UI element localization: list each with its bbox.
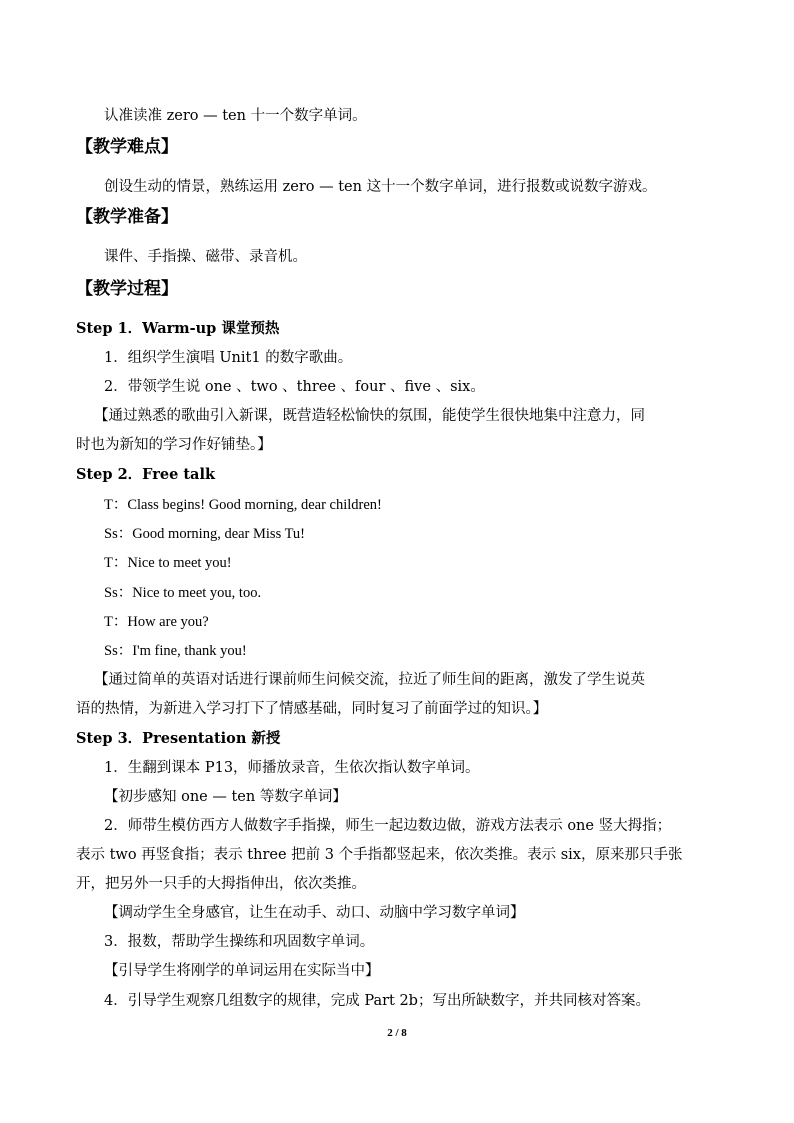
heading-teaching-process: 【教学过程】	[76, 279, 178, 299]
step3-item2-line2: 表示 two 再竖食指；表示 three 把前 3 个手指都竖起来，依次类推。表示 six，原来那只手张	[76, 847, 683, 863]
preparation-text: 课件、手指操、磁带、录音机。	[104, 249, 307, 265]
dialogue-line-5: T：How are you?	[104, 614, 209, 630]
dialogue-line-1: T：Class begins! Good morning, dear children!	[104, 497, 382, 513]
dialogue-line-2: Ss：Good morning, dear Miss Tu!	[104, 526, 306, 542]
step3-item4: 4．引导学生观察几组数字的规律，完成 Part 2b；写出所缺数字，并共同核对答案。	[104, 993, 650, 1009]
objective-line: 认准读准 zero — ten 十一个数字单词。	[104, 108, 367, 124]
step2-note-line1: 【通过简单的英语对话进行课前师生问候交流，拉近了师生间的距离，激发了学生说英	[94, 672, 645, 688]
step1-note-line1: 【通过熟悉的歌曲引入新课，既营造轻松愉快的氛围，能使学生很快地集中注意力，同	[94, 408, 645, 424]
step1-item2: 2．带领学生说 one 、two 、three 、four 、five 、six。	[104, 379, 485, 395]
step2-note-line2: 语的热情，为新进入学习打下了情感基础，同时复习了前面学过的知识。】	[76, 701, 548, 717]
step2-heading: Step 2．Free talk	[76, 466, 215, 483]
step3-item2-line1: 2．师带生模仿西方人做数字手指操，师生一起边数边做，游戏方法表示 one 竖大拇指；	[104, 818, 672, 834]
step1-heading: Step 1．Warm-up 课堂预热	[76, 320, 280, 337]
dialogue-line-3: T：Nice to meet you!	[104, 555, 232, 571]
step3-item1: 1．生翻到课本 P13，师播放录音，生依次指认数字单词。	[104, 760, 480, 776]
dialogue-line-6: Ss：I'm fine, thank you!	[104, 643, 247, 659]
step1-item1: 1．组织学生演唱 Unit1 的数字歌曲。	[104, 350, 353, 366]
step3-item3-note: 【引导学生将刚学的单词运用在实际当中】	[104, 963, 380, 979]
dialogue-line-4: Ss：Nice to meet you, too.	[104, 585, 262, 601]
step3-item3: 3．报数，帮助学生操练和巩固数字单词。	[104, 934, 375, 950]
step3-heading: Step 3．Presentation 新授	[76, 730, 281, 747]
heading-teaching-preparation: 【教学准备】	[76, 207, 178, 227]
step3-item1-note: 【初步感知 one — ten 等数字单词】	[104, 789, 347, 805]
page-number: 2 / 8	[387, 1027, 407, 1039]
step1-note-line2: 时也为新知的学习作好铺垫。】	[76, 437, 272, 453]
difficulty-text: 创设生动的情景，熟练运用 zero — ten 这十一个数字单词，进行报数或说数字游戏。	[104, 179, 657, 195]
step3-item2-line3: 开，把另外一只手的大拇指伸出，依次类推。	[76, 876, 366, 892]
step3-item2-note: 【调动学生全身感官，让生在动手、动口、动脑中学习数字单词】	[104, 905, 525, 921]
heading-teaching-difficulty: 【教学难点】	[76, 137, 178, 157]
